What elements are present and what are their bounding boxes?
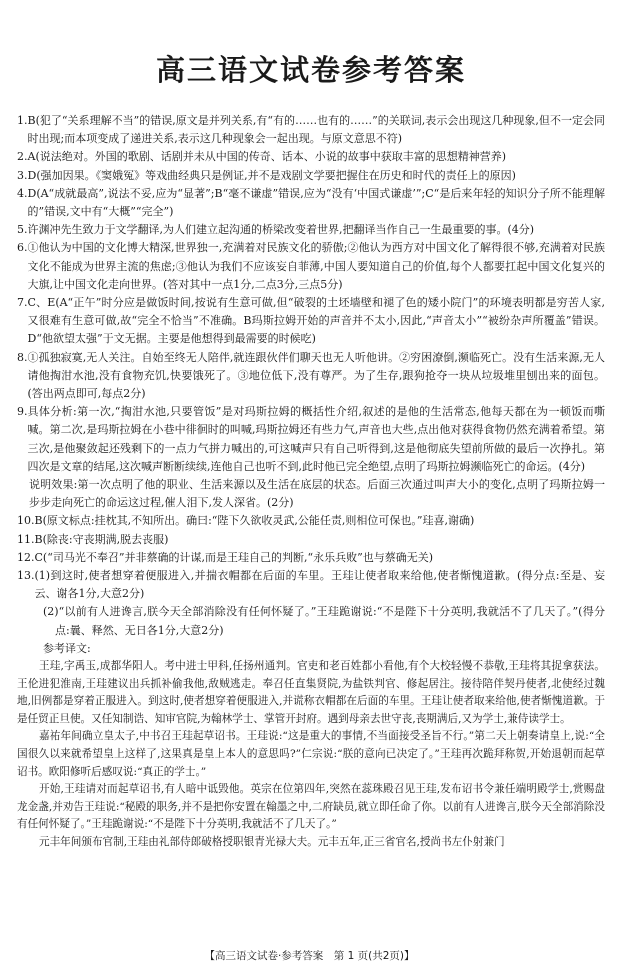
answer-number: 7.	[17, 296, 28, 310]
translation-text	[17, 658, 605, 852]
answer-item	[17, 549, 605, 567]
answer-number: 2.	[17, 150, 28, 164]
answer-text: (1)到这时,使者想穿着便服进入,并揣衣帽都在后面的车里。王珪让使者取来给他,使者惭愧道歉。(得分点:至是、妄云、谢各1分,大意2分)	[34, 569, 605, 601]
answer-item	[17, 167, 605, 185]
answer-text: C(“司马光不奉召”并非蔡确的计谋,而是王珪自己的判断,“永乐兵败”也与蔡确无关)	[34, 550, 433, 564]
answer-item	[17, 239, 605, 294]
answer-number: 8.	[17, 350, 28, 364]
answer-text: B(原文标点:挂枕其,不知所出。确曰:“陛下久欲收灵武,公能任责,则相位可保也。”珪喜,谢确)	[34, 514, 475, 528]
answer-item	[17, 112, 605, 148]
translation-paragraph: 元丰年间颁布官制,王珪由礼部侍郎破格授职银青光禄大夫。元丰五年,正三省官名,授尚书左仆射兼门	[39, 836, 505, 849]
answer-continuation: 说明效果:第一次点明了他的职业、生活来源以及生活在底层的状态。后面三次通过叫声大小的变化,点明了玛斯拉姆一步步走向死亡的命运这过程,催人泪下,发人深省。(2分)	[29, 478, 605, 510]
answer-number: 11.	[17, 532, 35, 546]
answer-text: B(犯了“关系理解不当”的错误,原文是并列关系,有“有的……也有的……”的关联词,表示会出现这几种现象,但不一定会同时出现;而本项变成了递进关系,表示这几种现象会一起出现。与原文意思不符)	[27, 114, 605, 146]
answer-number: 13.	[17, 569, 35, 583]
answer-text: D(强加因果。《窦娥冤》等戏曲经典只是例证,并不是戏剧文学要把握住在历史和时代的责任上的原因)	[27, 168, 516, 182]
answer-text: C、E(A“正午”时分应是做饭时间,按说有生意可做,但“破裂的土坯墙壁和褪了色的矮小院门”的环境表明都是穷苦人家,又很难有生意可做,故“完全不恰当”不准确。B玛斯拉姆开始的声音并不太小,因此,“声音太小”“被纷杂声所覆盖”错误。D“他欲望太强”于文无据。主要是他想得到最需要的时候吃)	[27, 296, 605, 346]
answer-item	[17, 185, 605, 221]
answer-item	[17, 148, 605, 166]
translation-paragraph: 嘉祐年间确立皇太子,中书召王珪起草诏书。王珪说:“这是重大的事情,不当面接受圣旨不行。”第二天上朝奏请皇上,说:“全国很久以来就希望皇上这样了,这果真是皇上本人的意思吗?”仁宗说:“朕的意向已决定了。”王珪再次跪拜称贺,开始退朝而起草诏书。欧阳修听后感叹说:“真正的学士。”	[17, 730, 605, 778]
answer-text: A(说法绝对。外国的歌剧、话剧并未从中国的传奇、话本、小说的故事中获取丰富的思想精神营养)	[27, 150, 507, 164]
answer-number: 12.	[17, 550, 35, 564]
page-title: 高三语文试卷参考答案	[155, 53, 466, 87]
answer-item	[17, 294, 605, 349]
translation-label: 参考译文:	[43, 641, 91, 655]
answer-text: ①他认为中国的文化博大精深,世界独一,充满着对民族文化的骄傲;②他认为西方对中国文化了解得很不够,充满着对民族文化不能成为世界主流的焦虑;③他认为我们不应该妄自菲薄,中国人要知道自己的价值,每个人都要扛起中国文化复兴的大旗,让中国文化走向世界。(答对其中一点1分,二点3分,三点5分)	[27, 241, 605, 291]
answer-subpart: (2)“以前有人进谗言,朕今天全部消除没有任何怀疑了。”王珪跪谢说:“不是陛下十分英明,我就活不了几天了。”(得分点:曩、释然、无日各1分,大意2分)	[43, 605, 605, 637]
translation-paragraph: 开始,王珪请对而起草诏书,有人暗中诋毁他。英宗在位第四年,突然在蕊珠殿召见王珪,发布诏书令兼任端明殿学士,赏赐盘龙金盏,并劝告王珪说:“秘殿的职务,并不是把你安置在翰墨之中,二府缺员,就立即任命了你。以前有人进谗言,朕今天全部消除没有任何怀疑了。”王珪跪谢说:“不是陛下十分英明,我就活不了几天了。”	[17, 783, 605, 831]
answer-text: B(除丧:守丧期满,脱去丧服)	[34, 532, 169, 546]
answer-number: 6.	[17, 241, 28, 255]
answer-item	[17, 531, 605, 549]
page-footer: 【高三语文试卷·参考答案 第 1 页(共2页)】	[204, 950, 415, 962]
answer-text: ①孤独寂寞,无人关注。自始至终无人陪伴,就连跟伙伴们聊天也无人听他讲。②穷困潦倒,濒临死亡。没有生活来源,无人请他掏泔水池,没有食物充饥,快要饿死了。③地位低下,没有尊严。为了生存,跟狗抢夺一块从垃圾堆里刨出来的面包。(答出两点即可,每点2分)	[27, 350, 605, 401]
answer-number: 4.	[17, 186, 28, 200]
answer-number: 3.	[17, 168, 28, 182]
answer-item	[17, 512, 605, 530]
answer-text: 许渊冲先生致力于文学翻译,为人们建立起沟通的桥梁改变着世界,把翻译当作自己一生最重要的事。(4分)	[27, 223, 535, 237]
translation-paragraph: 王珪,字禹玉,成都华阳人。考中进士甲科,任扬州通判。官吏和老百姓都小看他,有个大校轻慢不恭敬,王珪将其捉拿获法。王伦进犯淮南,王珪建议出兵抓补偷我他,敌贼逃走。奉召任直集贤院,为盐铁判官、修起居注。接待陪伴契丹使者,北使经过魏地,旧例都是穿着正服进入。到这时,使者想穿着便服进入,并谎称衣帽都在后面的车里。王珪让使者取来给他,使者惭愧道歉。于是任贸正旦使。又任知制诰、知审官院,为翰林学士、掌管开封府。遇到母亲去世守丧,丧期满后,又为学士,兼侍读学士。	[17, 660, 605, 725]
answer-text: 具体分析:第一次,“掏泔水池,只要管饭”是对玛斯拉姆的概括性介绍,叙述的是他的生活常态,他每天都在为一顿饭而嘶喊。第二次,是玛斯拉姆在小巷中徘徊时的叫喊,玛斯拉姆还有些力气,声音也大些,点出他对获得食物仍然充满着希望。第三次,是他聚敛起还残剩下的一点力气拼力喊出的,可这喊声只有自己听得到,这是他彻底失望前所做的最后一次挣扎。第四次是文章的结尾,这次喊声断断续续,连他自己也听不到,此时他已完全绝望,点明了玛斯拉姆濒临死亡的命运。(4分)	[27, 405, 605, 473]
answer-number: 1.	[17, 114, 28, 127]
answer-text: D(A“成就最高”,说法不妥,应为“显著”;B“毫不谦虚”错误,应为“没有‘中国式谦虚’”;C“是后来年轻的知识分子所不能理解的”错误,文中有“大概”“完全”)	[27, 186, 605, 219]
answer-item	[17, 403, 605, 476]
answer-item	[17, 567, 605, 603]
answer-item	[17, 221, 605, 239]
answer-number: 5.	[17, 223, 28, 237]
answer-number: 10.	[17, 514, 35, 528]
answers-list	[17, 112, 605, 658]
answer-number: 9.	[17, 405, 28, 419]
answer-item	[17, 349, 605, 404]
